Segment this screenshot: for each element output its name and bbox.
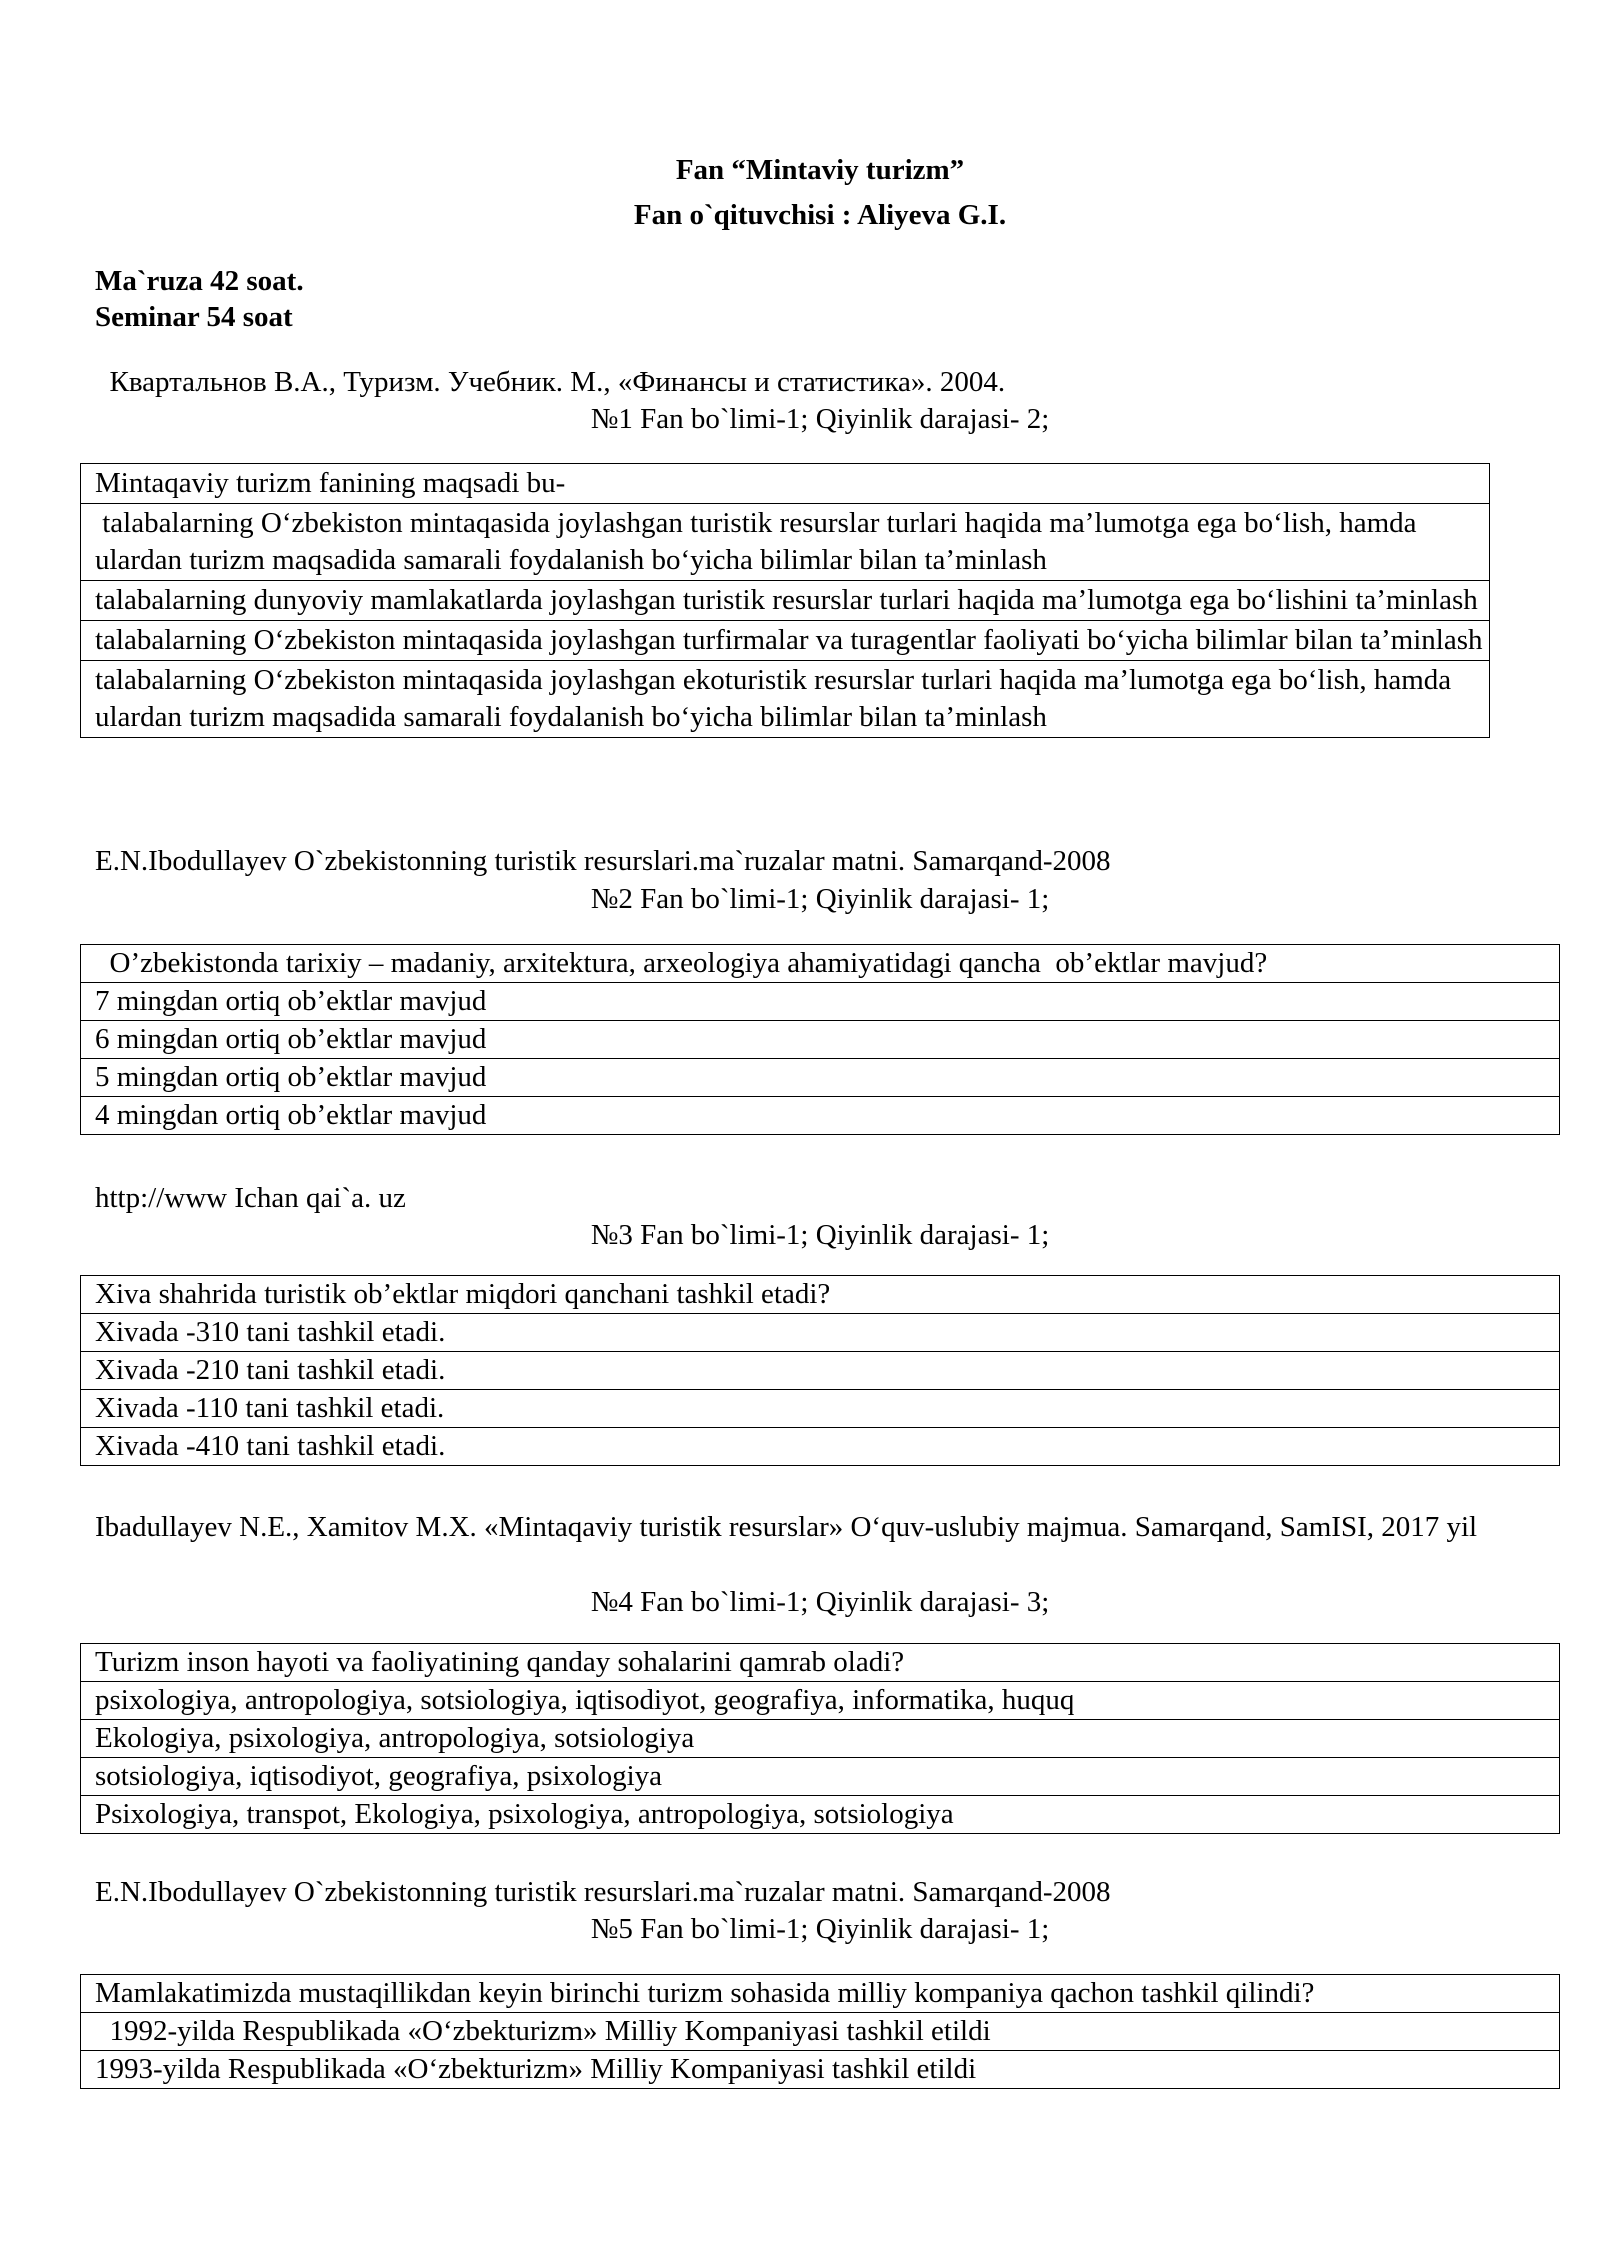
question-table-1 [80,463,1490,738]
source-reference: Квартальнов В.А., Туризм. Учебник. М., «Финансы и статистика». 2004. [95,366,1006,398]
question-text: O’zbekistonda tarixiy – madaniy, arxitektura, arxeologiya ahamiyatidagi qancha ob’ektlar mavjud? [81,945,1560,983]
source-reference: E.N.Ibodullayev O`zbekistonning turistik resurslari.ma`ruzalar matni. Samarqand-2008 [95,845,1111,877]
answer-option: psixologiya, antropologiya, sotsiologiya, iqtisodiyot, geografiya, informatika, huquq [81,1682,1560,1720]
question-table-4 [80,1643,1560,1834]
teacher-name: Fan o`qituvchisi : Aliyeva G.I. [633,199,1007,231]
answer-option: 1993-yilda Respublikada «O‘zbekturizm» Milliy Kompaniyasi tashkil etildi [81,2051,1560,2089]
question-table-3 [80,1275,1560,1466]
question-meta: №4 Fan bo`limi-1; Qiyinlik darajasi- 3; [590,1586,1050,1618]
answer-option: sotsiologiya, iqtisodiyot, geografiya, psixologiya [81,1758,1560,1796]
question-meta: №3 Fan bo`limi-1; Qiyinlik darajasi- 1; [590,1219,1050,1251]
answer-option: Psixologiya, transpot, Ekologiya, psixologiya, antropologiya, sotsiologiya [81,1796,1560,1834]
seminar-hours: Seminar 54 soat [95,301,293,333]
answer-option: Xivada -410 tani tashkil etadi. [81,1428,1560,1466]
question-text: Mintaqaviy turizm fanining maqsadi bu- [81,464,1490,504]
question-text: Xiva shahrida turistik ob’ektlar miqdori qanchani tashkil etadi? [81,1276,1560,1314]
answer-option: 6 mingdan ortiq ob’ektlar mavjud [81,1021,1560,1059]
answer-option: 5 mingdan ortiq ob’ektlar mavjud [81,1059,1560,1097]
question-table-5 [80,1974,1560,2089]
answer-option: talabalarning O‘zbekiston mintaqasida joylashgan turistik resurslar turlari haqida ma’lumotga ega bo‘lish, hamda ulardan turizm maqsadida samarali foydalanish bo‘yicha bilimlar bilan ta’minlash [81,504,1490,581]
question-text: Turizm inson hayoti va faoliyatining qanday sohalarini qamrab oladi? [81,1644,1560,1682]
source-reference: Ibadullayev N.E., Xamitov M.X. «Mintaqaviy turistik resurslar» O‘quv-uslubiy majmua. Samarqand, SamISI, 2017 yil [95,1511,1478,1543]
source-reference: E.N.Ibodullayev O`zbekistonning turistik resurslari.ma`ruzalar matni. Samarqand-2008 [95,1876,1111,1908]
source-reference: http://www Ichan qai`a. uz [95,1182,406,1214]
answer-option: talabalarning O‘zbekiston mintaqasida joylashgan ekoturistik resurslar turlari haqida ma’lumotga ega bo‘lish, hamda ulardan turizm maqsadida samarali foydalanish bo‘yicha bilimlar bilan ta’minlash [81,661,1490,738]
answer-option: talabalarning dunyoviy mamlakatlarda joylashgan turistik resurslar turlari haqida ma’lumotga ega bo‘lishini ta’minlash [81,581,1490,621]
answer-option: Ekologiya, psixologiya, antropologiya, sotsiologiya [81,1720,1560,1758]
answer-option: 7 mingdan ortiq ob’ektlar mavjud [81,983,1560,1021]
answer-option: Xivada -310 tani tashkil etadi. [81,1314,1560,1352]
answer-option: talabalarning O‘zbekiston mintaqasida joylashgan turfirmalar va turagentlar faoliyati bo‘yicha bilimlar bilan ta’minlash [81,621,1490,661]
lecture-hours: Ma`ruza 42 soat. [95,265,304,297]
question-table-2 [80,944,1560,1135]
answer-option: 4 mingdan ortiq ob’ektlar mavjud [81,1097,1560,1135]
answer-option: Xivada -210 tani tashkil etadi. [81,1352,1560,1390]
answer-option: 1992-yilda Respublikada «O‘zbekturizm» Milliy Kompaniyasi tashkil etildi [81,2013,1560,2051]
answer-option: Xivada -110 tani tashkil etadi. [81,1390,1560,1428]
question-meta: №5 Fan bo`limi-1; Qiyinlik darajasi- 1; [590,1913,1050,1945]
question-meta: №2 Fan bo`limi-1; Qiyinlik darajasi- 1; [590,883,1050,915]
question-meta: №1 Fan bo`limi-1; Qiyinlik darajasi- 2; [590,403,1050,435]
question-text: Mamlakatimizda mustaqillikdan keyin birinchi turizm sohasida milliy kompaniya qachon tashkil qilindi? [81,1975,1560,2013]
course-title: Fan “Mintaviy turizm” [675,154,965,186]
